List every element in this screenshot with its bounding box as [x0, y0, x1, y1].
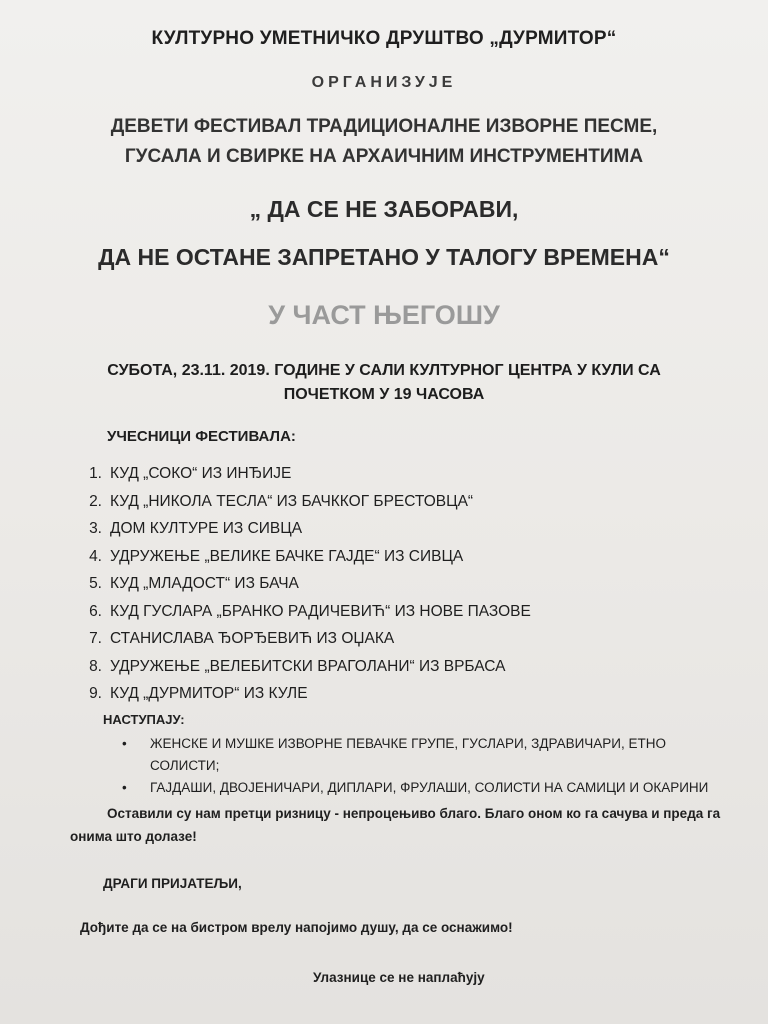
- organizes-label: ОРГАНИЗУЈЕ: [311, 74, 457, 91]
- list-number: 1.: [89, 465, 102, 482]
- organization-title: КУЛТУРНО УМЕТНИЧКО ДРУШТВО „ДУРМИТОР“: [151, 28, 617, 49]
- heritage-paragraph: Оставили су нам претци ризницу - непроцењиво благо. Благо оном ко га сачува и преда га онима што долазе!: [70, 806, 721, 844]
- participants-list: [70, 460, 531, 708]
- list-text: КУД ГУСЛАРА „БРАНКО РАДИЧЕВИЋ“ ИЗ НОВЕ ПАЗОВЕ: [110, 602, 531, 620]
- list-text: КУД „СОКО“ ИЗ ИНЂИЈЕ: [110, 465, 292, 482]
- list-text: КУД „ДУРМИТОР“ ИЗ КУЛЕ: [110, 685, 308, 702]
- greeting: ДРАГИ ПРИЈАТЕЉИ,: [103, 876, 242, 891]
- list-text: КУД „МЛАДОСТ“ ИЗ БАЧА: [110, 575, 299, 592]
- event-date-line-2: ПОЧЕТКОМ У 19 ЧАСОВА: [283, 386, 485, 403]
- list-number: 8.: [89, 657, 102, 675]
- bullet-icon: •: [122, 780, 127, 795]
- list-number: 3.: [89, 520, 102, 537]
- list-text: УДРУЖЕЊЕ „ВЕЛИКЕ БАЧКЕ ГАЈДЕ“ ИЗ СИВЦА: [110, 547, 464, 565]
- festival-title-line-1: ДЕВЕТИ ФЕСТИВАЛ ТРАДИЦИОНАЛНЕ ИЗВОРНЕ ПЕСМЕ,: [110, 116, 658, 137]
- list-number: 9.: [89, 685, 102, 702]
- motto-line-2: ДА НЕ ОСТАНЕ ЗАПРЕТАНО У ТАЛОГУ ВРЕМЕНА“: [98, 244, 670, 270]
- invitation: Дођите да се на бистром врелу напојимо душу, да се оснажимо!: [80, 920, 513, 935]
- list-item: [70, 570, 531, 598]
- performers-list: [122, 733, 722, 799]
- list-number: 7.: [89, 630, 102, 647]
- admission-note: Улазнице се не наплаћују: [313, 970, 485, 985]
- list-item: [70, 680, 531, 708]
- motto-line-1: „ ДА СЕ НЕ ЗАБОРАВИ,: [249, 196, 519, 222]
- list-item: [70, 515, 531, 543]
- participants-heading: УЧЕСНИЦИ ФЕСТИВАЛА:: [107, 428, 296, 445]
- list-item: [70, 598, 531, 626]
- list-number: 4.: [89, 547, 102, 565]
- list-text: КУД „НИКОЛА ТЕСЛА“ ИЗ БАЧККОГ БРЕСТОВЦА“: [110, 492, 474, 510]
- bullet-icon: •: [122, 736, 127, 751]
- list-text: ДОМ КУЛТУРЕ ИЗ СИВЦА: [110, 520, 303, 537]
- festival-title-line-2: ГУСАЛА И СВИРКЕ НА АРХАИЧНИМ ИНСТРУМЕНТИМА: [124, 146, 644, 167]
- list-item: [70, 488, 531, 516]
- list-text: СТАНИСЛАВА ЂОРЂЕВИЋ ИЗ ОЏАКА: [110, 630, 395, 647]
- list-item: [122, 777, 722, 799]
- list-number: 6.: [89, 602, 102, 620]
- list-number: 2.: [89, 492, 102, 510]
- list-text: ГАЈДАШИ, ДВОЈЕНИЧАРИ, ДИПЛАРИ, ФРУЛАШИ, СОЛИСТИ НА САМИЦИ И ОКАРИНИ: [150, 780, 709, 795]
- performers-heading: НАСТУПАЈУ:: [103, 712, 185, 727]
- list-number: 5.: [89, 575, 102, 592]
- list-item: [70, 653, 531, 681]
- list-item: [70, 543, 531, 571]
- list-text: ЖЕНСКЕ И МУШКЕ ИЗВОРНЕ ПЕВАЧКЕ ГРУПЕ, ГУСЛАРИ, ЗДРАВИЧАРИ, ЕТНО СОЛИСТИ;: [150, 736, 666, 773]
- list-text: УДРУЖЕЊЕ „ВЕЛЕБИТСКИ ВРАГОЛАНИ“ ИЗ ВРБАСА: [110, 657, 506, 675]
- event-date-line-1: СУБОТА, 23.11. 2019. ГОДИНЕ У САЛИ КУЛТУРНОГ ЦЕНТРА У КУЛИ СА: [107, 362, 661, 379]
- honor-title: У ЧАСТ ЊЕГОШУ: [268, 300, 500, 330]
- list-item: [70, 625, 531, 653]
- list-item: [122, 733, 722, 777]
- list-item: [70, 460, 531, 488]
